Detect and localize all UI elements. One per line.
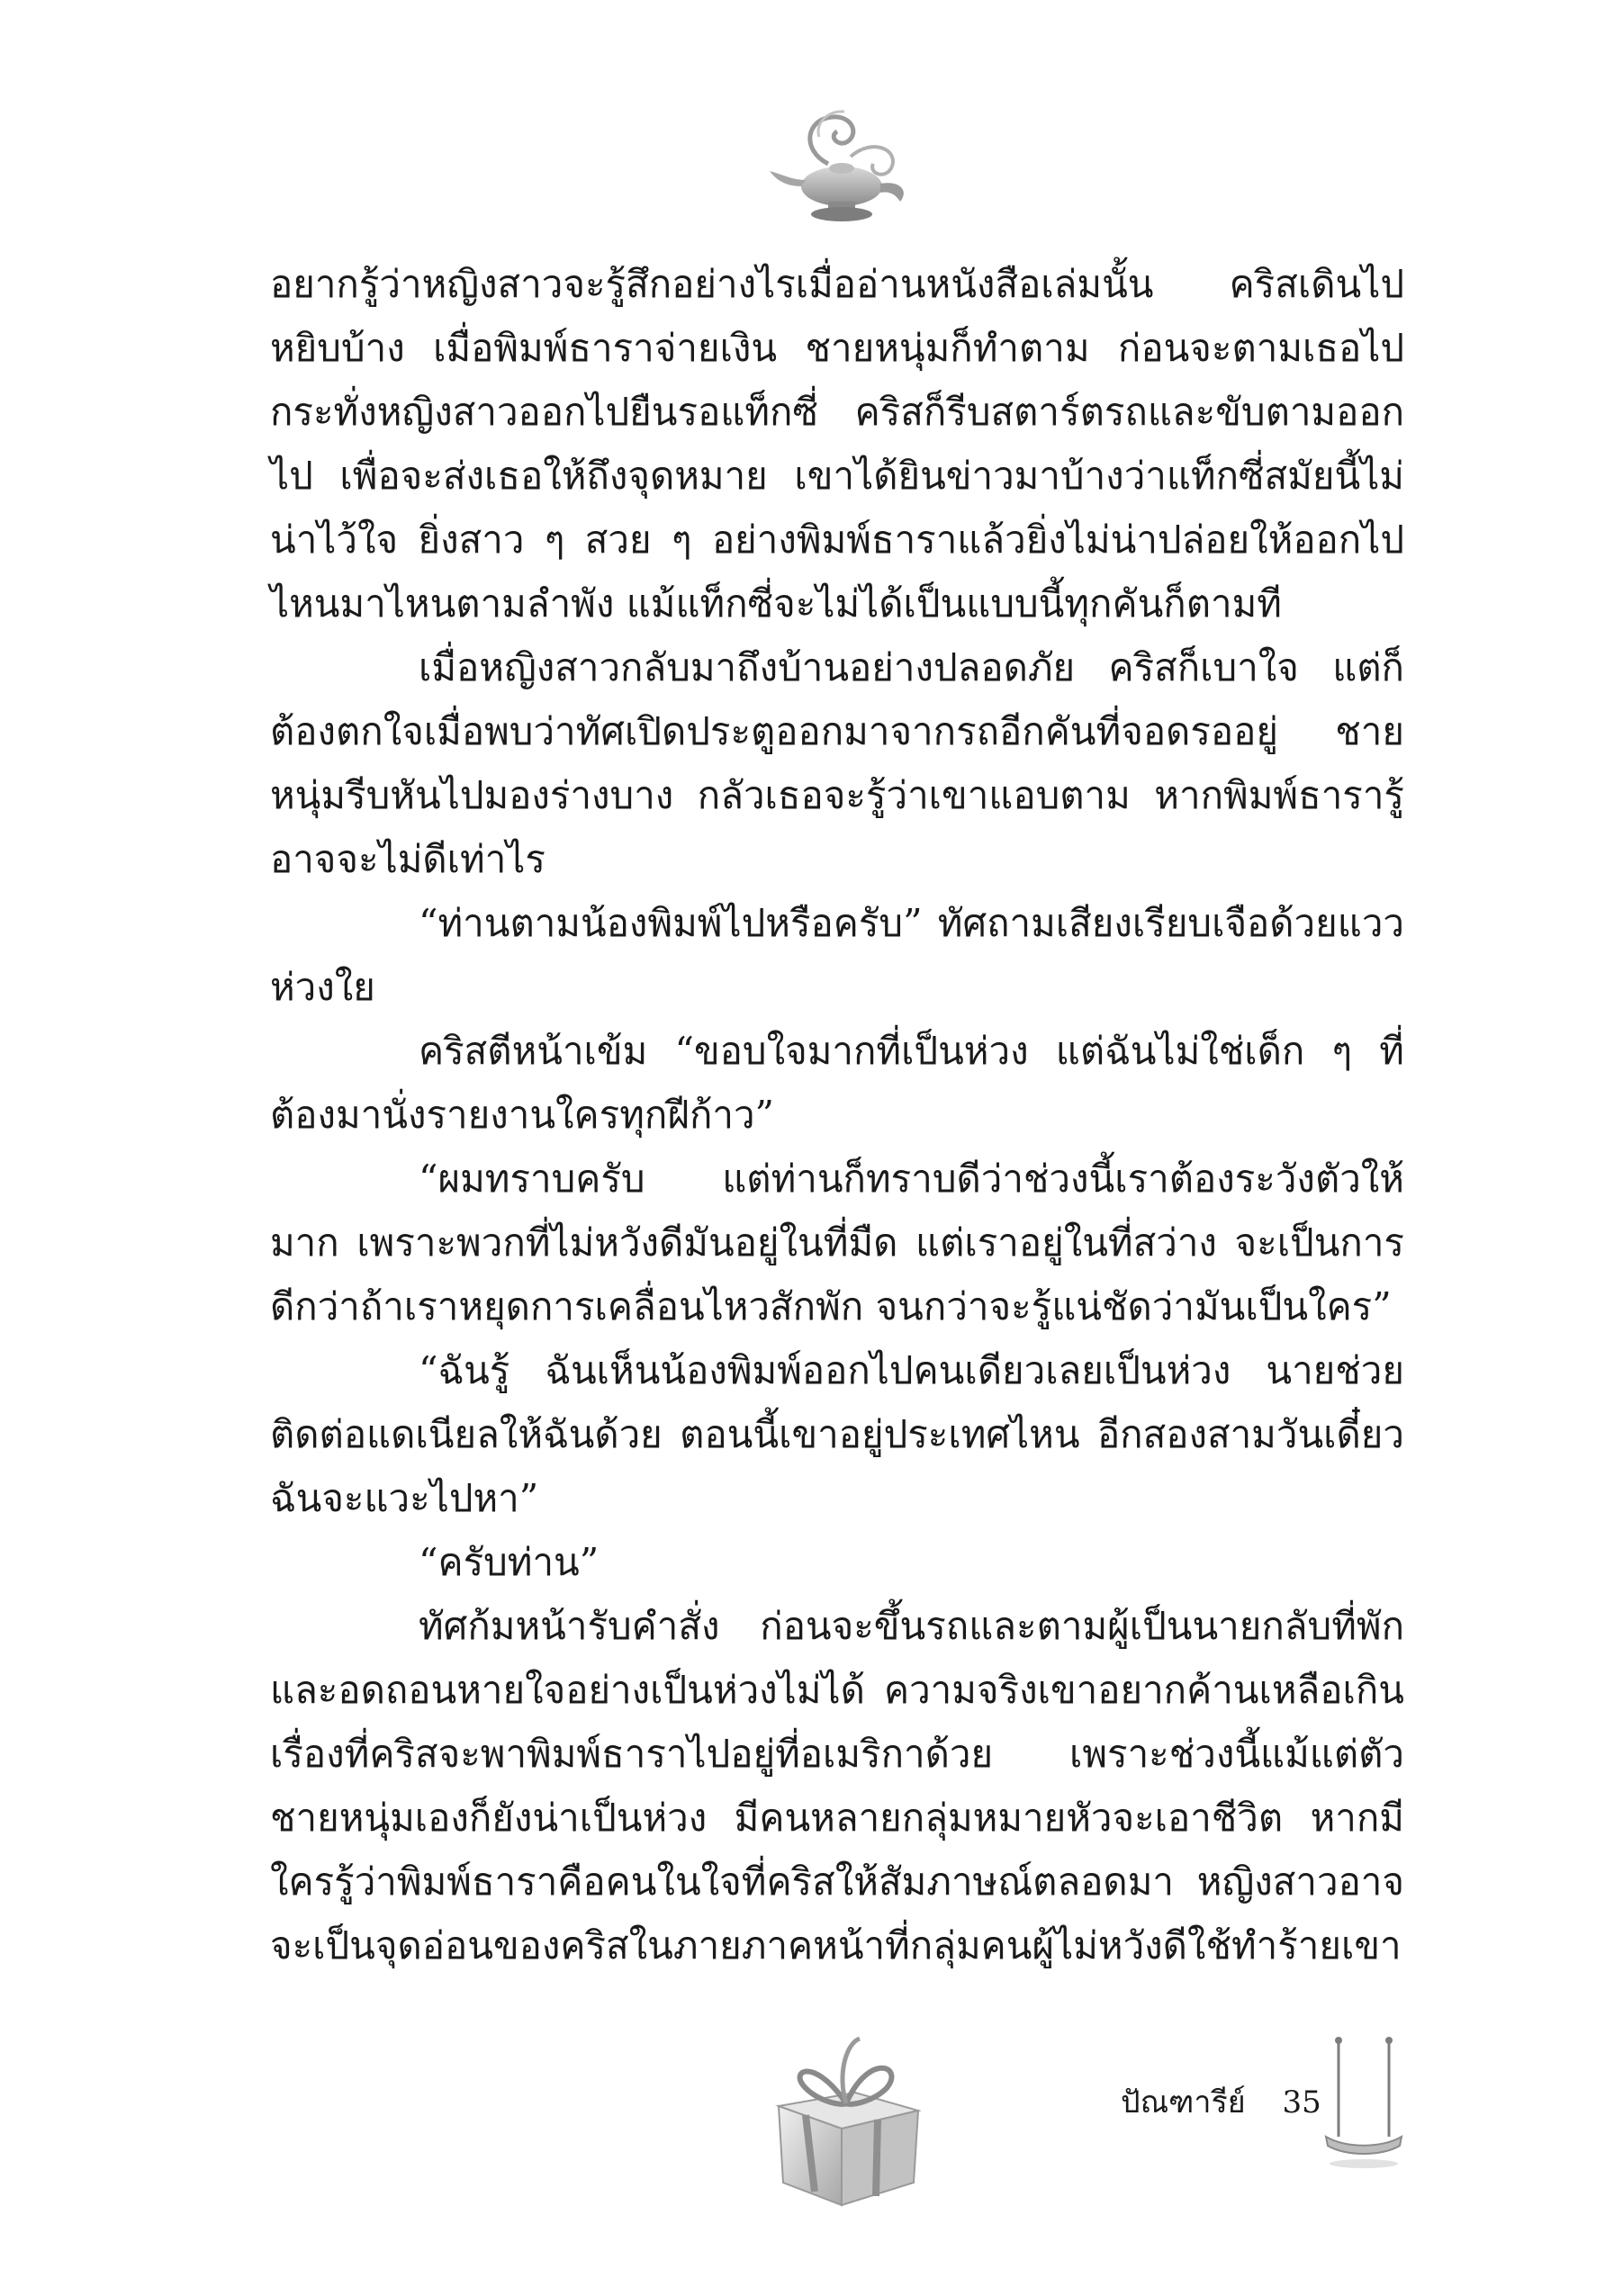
- genie-lamp-icon: [765, 101, 918, 236]
- page-number: 35: [1282, 2084, 1321, 2120]
- paragraph: ทัศก้มหน้ารับคำสั่ง ก่อนจะขึ้นรถและตามผู้เป็นนายกลับที่พัก และอดถอนหายใจอย่างเป็นห่วงไม่ได้ ความจริงเขาอยากค้านเหลือเกินเรื่องที่คริสจะพาพิมพ์ธาราไปอยู่ที่อเมริกาด้วย เพราะช่วงนี้แม้แต่ตัวชายหนุ่มเองก็ยังน่าเป็นห่วง มีคนหลายกลุ่มหมายหัวจะเอาชีวิต หากมีใครรู้ว่าพิมพ์ธาราคือคนในใจที่คริสให้สัมภาษณ์ตลอดมา หญิงสาวอาจจะเป็นจุดอ่อนของคริสในภายภาคหน้าที่กลุ่มคนผู้ไม่หวังดีใช้ทำร้ายเขา: [270, 1604, 1404, 1967]
- body-text: [270, 252, 1404, 1977]
- paragraph: เมื่อหญิงสาวกลับมาถึงบ้านอย่างปลอดภัย คริสก็เบาใจ แต่ก็ต้องตกใจเมื่อพบว่าทัศเปิดประตูออกมาจากรถอีกคันที่จอดรออยู่ ชายหนุ่มรีบหันไปมองร่างบาง กลัวเธอจะรู้ว่าเขาแอบตาม หากพิมพ์ธารารู้อาจจะไม่ดีเท่าไร: [270, 645, 1404, 881]
- gift-box-icon: [752, 2021, 941, 2210]
- swing-icon: [1319, 2036, 1409, 2171]
- paragraph: “ผมทราบครับ แต่ท่านก็ทราบดีว่าช่วงนี้เราต้องระวังตัวให้มาก เพราะพวกที่ไม่หวังดีมันอยู่ในที่มืด แต่เราอยู่ในที่สว่าง จะเป็นการดีกว่าถ้าเราหยุดการเคลื่อนไหวสักพัก จนกว่าจะรู้แน่ชัดว่ามันเป็นใคร”: [270, 1157, 1404, 1328]
- book-title: ปัณฑารีย์: [1121, 2084, 1246, 2120]
- paragraph: “ครับท่าน”: [419, 1540, 600, 1584]
- paragraph: อยากรู้ว่าหญิงสาวจะรู้สึกอย่างไรเมื่ออ่านหนังสือเล่มนั้น คริสเดินไปหยิบบ้าง เมื่อพิมพ์ธาราจ่ายเงิน ชายหนุ่มก็ทำตาม ก่อนจะตามเธอไปกระทั่งหญิงสาวออกไปยืนรอแท็กซี่ คริสก็รีบสตาร์ตรถและขับตามออกไป เพื่อจะส่งเธอให้ถึงจุดหมาย เขาได้ยินข่าวมาบ้างว่าแท็กซี่สมัยนี้ไม่น่าไว้ใจ ยิ่งสาว ๆ สวย ๆ อย่างพิมพ์ธาราแล้วยิ่งไม่น่าปล่อยให้ออกไปไหนมาไหนตามลำพัง แม้แท็กซี่จะไม่ได้เป็นแบบนี้ทุกคันก็ตามที: [270, 262, 1404, 626]
- paragraph: “ท่านตามน้องพิมพ์ไปหรือครับ” ทัศถามเสียงเรียบเจือด้วยแววห่วงใย: [270, 901, 1404, 1009]
- page-footer: [1121, 2077, 1321, 2126]
- paragraph: คริสตีหน้าเข้ม “ขอบใจมากที่เป็นห่วง แต่ฉันไม่ใช่เด็ก ๆ ที่ต้องมานั่งรายงานใครทุกฝีก้าว”: [270, 1029, 1404, 1137]
- paragraph: “ฉันรู้ ฉันเห็นน้องพิมพ์ออกไปคนเดียวเลยเป็นห่วง นายช่วยติดต่อแดเนียลให้ฉันด้วย ตอนนี้เขาอยู่ประเทศไหน อีกสองสามวันเดี๋ยวฉันจะแวะไปหา”: [270, 1348, 1404, 1520]
